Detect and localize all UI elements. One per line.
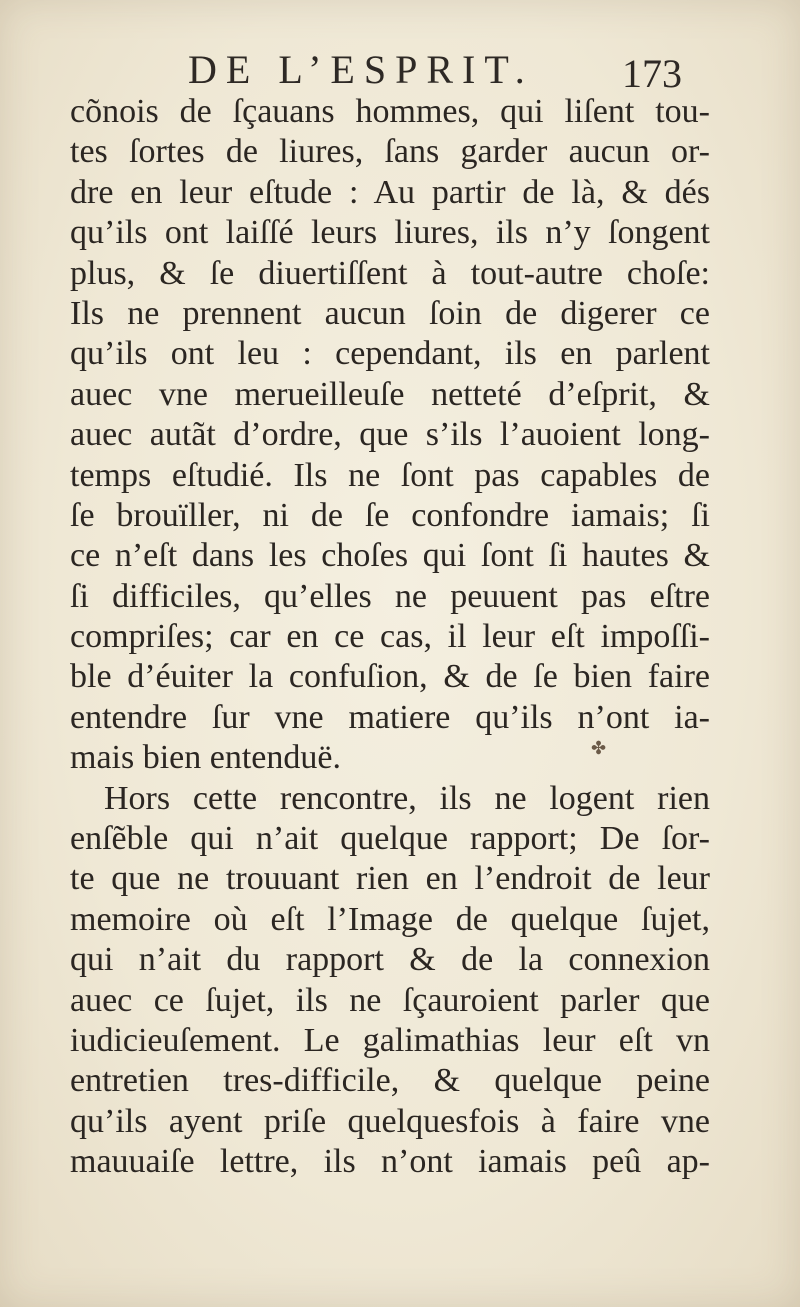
text-line: tes ſortes de liures, ſans garder aucun or- (70, 133, 710, 171)
text-line: auec ce ſujet, ils ne ſçauroient parler que (70, 981, 710, 1019)
body-text (70, 92, 710, 1183)
text-line: compriſes; car en ce cas, il leur eſt impoſſi- (70, 618, 710, 656)
text-line: ſi difficiles, qu’elles ne peuuent pas eſtre (70, 577, 710, 615)
text-line: entendre ſur vne matiere qu’ils n’ont ia- (70, 698, 710, 736)
printer-ornament-icon: ✤ (591, 738, 607, 759)
text-line: ce n’eſt dans les choſes qui ſont ſi hautes & (70, 537, 710, 575)
text-line: Ils ne prennent aucun ſoin de digerer ce (70, 294, 710, 332)
text-line: enſẽble qui n’ait quelque rapport; De ſor- (70, 820, 710, 858)
text-line: qu’ils ont laiſſé leurs liures, ils n’y ſongent (70, 214, 710, 252)
text-line: ble d’éuiter la confuſion, & de ſe bien faire (70, 658, 710, 696)
text-line: entretien tres-difficile, & quelque peine (70, 1062, 710, 1100)
text-line: qui n’ait du rapport & de la connexion (70, 941, 710, 979)
text-line: cõnois de ſçauans hommes, qui liſent tou- (70, 93, 710, 130)
text-line: auec autãt d’ordre, que s’ils l’auoient long- (70, 416, 710, 454)
running-head (0, 44, 800, 94)
text-line: qu’ils ayent priſe quelquesfois à faire vne (70, 1102, 710, 1140)
page-number: 173 (622, 51, 682, 96)
running-head-title: DE L’ESPRIT. (188, 47, 534, 92)
text-line: temps eſtudié. Ils ne ſont pas capables de (70, 456, 710, 494)
text-line: memoire où eſt l’Image de quelque ſujet, (70, 900, 710, 938)
paragraph-end-line: mais bien entenduë. (70, 739, 341, 777)
text-line: qu’ils ont leu : cependant, ils en parlent (70, 335, 710, 373)
text-line: ſe brouïller, ni de ſe confondre iamais; ſi (70, 496, 710, 534)
text-line: iudicieuſement. Le galimathias leur eſt vn (70, 1021, 710, 1059)
text-line: auec vne merueilleuſe netteté d’eſprit, & (70, 375, 710, 413)
text-line: plus, & ſe diuertiſſent à tout-autre choſe: (70, 254, 710, 292)
text-line: te que ne trouuant rien en l’endroit de leur (70, 860, 710, 898)
text-line: dre en leur eſtude : Au partir de là, & dés (70, 173, 710, 211)
text-line: mauuaiſe lettre, ils n’ont iamais peû ap- (70, 1143, 710, 1181)
paragraph-start-line: Hors cette rencontre, ils ne logent rien (104, 779, 710, 817)
